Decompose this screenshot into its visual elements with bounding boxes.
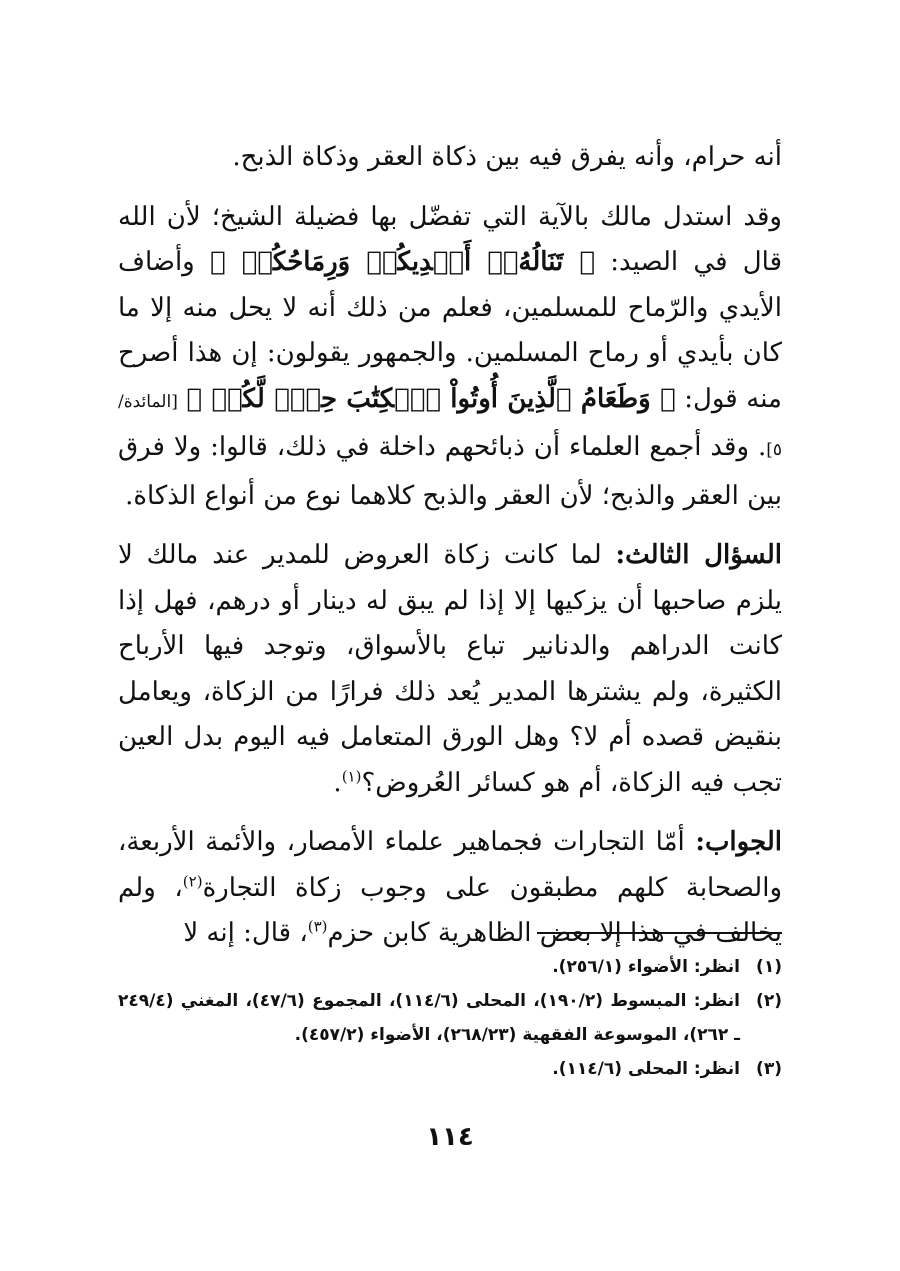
footnote-3 [118, 1052, 782, 1086]
verse-reference: [المائدة/ ٥] [118, 391, 782, 460]
answer-text-b: ، ولم يخالف في هذا إلا بعض الظاهرية كابن حزم [118, 872, 782, 948]
footnote-number: (٢) [756, 991, 782, 1011]
main-text [118, 135, 782, 957]
footnote-text: انظر: المحلى (١١٤/٦). [552, 1059, 740, 1079]
quran-verse-1: ﴿ تَنَالُهُۥٓ أَيۡدِيكُمۡ وَرِمَاحُكُمۡ ﴾ [210, 247, 595, 277]
paragraph-2-text-c: . وقد أجمع العلماء أن ذبائحهم داخلة في ذلك، قالوا: ولا فرق بين العقر والذبح؛ لأن العقر والذبح كلاهما نوع من أنواع الذكاة. [118, 432, 782, 511]
answer-text-a: أمّا التجارات فجماهير علماء الأمصار، والأئمة الأربعة، والصحابة كلهم مطبقون على وجوب زكاة التجارة [118, 827, 783, 903]
footnote-2 [118, 984, 782, 1052]
footnote-1 [118, 950, 782, 984]
footnote-ref-2[interactable]: (٢) [182, 871, 203, 890]
paragraph-2 [118, 195, 782, 520]
paragraph-4 [118, 820, 782, 957]
footnote-ref-1[interactable]: (١) [341, 766, 362, 785]
paragraph-1 [118, 135, 782, 181]
paragraph-3 [118, 533, 782, 806]
paragraph-2-text-b: وأضاف الأيدي والرّماح للمسلمين، فعلم من ذلك أنه لا يحل منه إلا ما كان بأيدي أو رماح المسلمين. والجمهور يقولون: إن هذا أصرح منه قول: [118, 247, 782, 414]
question-end: . [333, 767, 342, 798]
footnote-text: انظر: المبسوط (١٩٠/٢)، المحلى (١١٤/٦)، المجموع (٤٧/٦)، المغني (٢٤٩/٤ ـ ٢٦٢)، الموسوعة الفقهية (٢٦٨/٢٣)، الأضواء (٤٥٧/٢). [118, 991, 740, 1045]
footnote-text: انظر: الأضواء (٢٥٦/١). [552, 957, 740, 977]
answer-text-c: ، قال: إنه لا [183, 918, 308, 948]
question-heading: السؤال الثالث: [615, 540, 783, 570]
footnote-number: (٣) [756, 1059, 782, 1079]
paragraph-1-text: أنه حرام، وأنه يفرق فيه بين ذكاة العقر وذكاة الذبح. [232, 142, 782, 172]
page-number: ١١٤ [426, 1122, 474, 1152]
footnote-divider [537, 932, 782, 934]
footnotes [118, 950, 782, 1086]
answer-heading: الجواب: [695, 827, 783, 857]
paragraph-2-text-a: وقد استدل مالك بالآية التي تفضّل بها فضيلة الشيخ؛ لأن الله قال في الصيد: [118, 201, 783, 277]
footnote-number: (١) [756, 957, 782, 977]
footnote-ref-3[interactable]: (٣) [307, 917, 328, 936]
quran-verse-2: ﴿ وَطَعَامُ ٱلَّذِينَ أُوتُواْ ٱلۡكِتَٰبَ حِلّٞ لَّكُمۡ ﴾ [186, 383, 676, 414]
question-text: لما كانت زكاة العروض للمدير عند مالك لا يلزم صاحبها أن يزكيها إلا إذا لم يبق له دينار أو درهم، فهل إذا كانت الدراهم والدنانير تباع بالأسواق، وتوجد فيها الأرباح الكثيرة، ولم يشترها المدير يُعد ذلك فرارًا من الزكاة، ويعامل بنقيض قصده أم لا؟ وهل الورق المتعامل فيه اليوم بدل العين تجب فيه الزكاة، أم هو كسائر العُروض؟ [118, 540, 782, 798]
